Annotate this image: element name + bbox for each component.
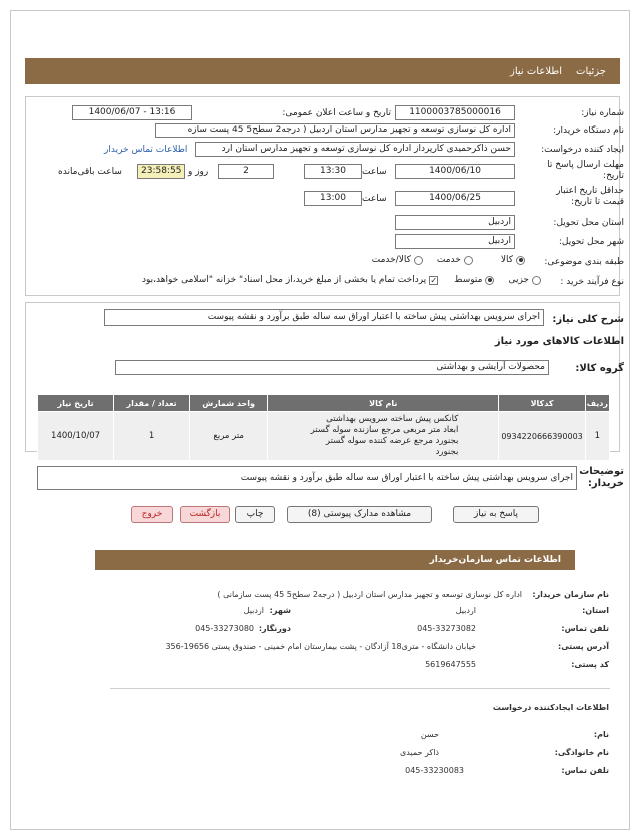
contact-phone-value: 045-33273082 — [417, 624, 476, 633]
cat-goods-service-option[interactable] — [372, 255, 423, 265]
col-qty: تعداد / مقدار — [114, 395, 190, 412]
reply-button[interactable]: پاسخ به نیاز — [453, 506, 539, 523]
items-table-wrap — [37, 394, 610, 461]
category-label: طبقه بندی موضوعی: — [544, 257, 624, 267]
proc-minor-radio[interactable] — [532, 276, 541, 285]
goods-info-title: اطلاعات کالاهای مورد نیاز — [494, 336, 624, 347]
items-table-header — [38, 395, 610, 412]
tab-details[interactable]: جزئیات — [576, 65, 606, 77]
requester-phone-value: 045-33230083 — [405, 766, 464, 775]
cell-unit: متر مربع — [190, 412, 268, 461]
need-number-label: شماره نیاز: — [581, 108, 624, 118]
cat-service-radio[interactable] — [464, 256, 473, 265]
days-label: روز و — [188, 167, 209, 177]
cat-service-label: خدمت — [436, 255, 461, 265]
need-number-field[interactable]: 1100003785000016 — [395, 105, 515, 120]
proc-minor-option[interactable] — [508, 275, 541, 285]
proc-medium-label: متوسط — [454, 275, 483, 285]
proc-minor-label: جزیی — [508, 275, 529, 285]
contact-fax-value: 045-33273080 — [195, 624, 254, 633]
payment-checkbox[interactable]: ✓ — [430, 275, 438, 285]
cat-goods-service-radio[interactable] — [414, 256, 423, 265]
contact-phone-label: تلفن تماس: — [561, 624, 609, 633]
buyer-label: نام دستگاه خریدار: — [553, 126, 624, 136]
print-button[interactable]: چاپ — [235, 506, 275, 523]
view-docs-button[interactable]: مشاهده مدارک پیوستی (8) — [287, 506, 432, 523]
contact-province-value: اردبیل — [455, 606, 476, 615]
payment-option[interactable] — [142, 275, 438, 285]
announce-label: تاریخ و ساعت اعلان عمومی: — [282, 108, 391, 118]
requester-name-label: نام: — [593, 730, 609, 739]
back-button[interactable]: بازگشت — [180, 506, 230, 523]
col-name: نام کالا — [268, 395, 499, 412]
price-valid-time[interactable]: 13:00 — [304, 191, 362, 206]
days-field[interactable]: 2 — [218, 164, 274, 179]
cat-goods-service-label: کالا/خدمت — [371, 255, 411, 265]
col-code: کدکالا — [499, 395, 585, 412]
tab-need-info[interactable]: اطلاعات نیاز — [510, 65, 563, 77]
col-unit: واحد شمارش — [190, 395, 268, 412]
cat-goods-label: کالا — [500, 255, 513, 265]
send-time-label: ساعت — [362, 167, 387, 177]
contact-header — [95, 550, 575, 570]
category-radio-group — [372, 255, 525, 265]
summary-field: اجرای سرویس بهداشتی پیش ساخته با اعتبار اوراق سه ساله طبق برآورد و نقشه پیوست — [104, 309, 544, 326]
contact-address-value: خیابان دانشگاه - متری18 آزادگان - پشت بیمارستان امام خمینی - صندوق پستی 19656-356 — [165, 642, 476, 651]
remaining-time-field: 23:58:55 — [137, 164, 185, 179]
col-date: تاریخ نیاز — [38, 395, 114, 412]
exit-button[interactable]: خروج — [131, 506, 173, 523]
send-deadline-label: مهلت ارسال پاسخ تا تاریخ: — [547, 160, 624, 181]
goods-group-label: گروه کالا: — [575, 363, 624, 374]
contact-postal-label: کد پستی: — [571, 660, 609, 669]
requester-family-label: نام خانوادگی: — [554, 748, 609, 757]
process-radio-group — [142, 275, 541, 285]
cat-service-option[interactable] — [437, 255, 473, 265]
contact-province-label: استان: — [582, 606, 609, 615]
contact-org-value: اداره کل نوسازی توسعه و تجهیز مدارس استان اردبیل ( درجه2 سطح5 45 پست سازمانی ) — [217, 590, 522, 599]
cell-qty: 1 — [114, 412, 190, 461]
requester-phone-label: تلفن تماس: — [561, 766, 609, 775]
process-label: نوع فرآیند خرید : — [560, 277, 624, 287]
contact-title: اطلاعات تماس سازمان‌خریدار — [429, 555, 561, 565]
summary-label: شرح کلی نیاز: — [552, 314, 624, 325]
province-field[interactable]: اردبیل — [395, 215, 515, 230]
price-valid-date[interactable]: 1400/06/25 — [395, 191, 515, 206]
buyer-desc-label: توضیحات خریدار: — [579, 466, 624, 489]
contact-fax-label: دورنگار: — [258, 624, 291, 633]
cat-goods-radio[interactable] — [516, 256, 525, 265]
cell-date: 1400/10/07 — [38, 412, 114, 461]
contact-city-label: شهر: — [269, 606, 291, 615]
table-row[interactable] — [38, 412, 610, 461]
requester-name-value: حسن — [420, 730, 439, 739]
buyer-contact-link[interactable]: اطلاعات تماس خریدار — [104, 145, 188, 155]
contact-city-value: اردبیل — [243, 606, 264, 615]
city-label: شهر محل تحویل: — [558, 237, 624, 247]
send-deadline-time[interactable]: 13:30 — [304, 164, 362, 179]
province-label: استان محل تحویل: — [553, 218, 624, 228]
cell-name: کانکس پیش ساخته سرویس بهداشتی ابعاد متر مربعی مرجع سازنده سوله گستر بجنورد مرجع عرضه کننده سوله گستر بجنورد — [268, 412, 499, 461]
goods-group-field: محصولات آرایشی و بهداشتی — [115, 360, 549, 375]
remaining-label: ساعت باقی‌مانده — [58, 167, 122, 177]
city-field[interactable]: اردبیل — [395, 234, 515, 249]
contact-divider — [110, 688, 610, 689]
cell-code: 0934220666390003 — [499, 412, 585, 461]
contact-address-label: آدرس پستی: — [558, 642, 609, 651]
cell-row: 1 — [585, 412, 609, 461]
proc-medium-radio[interactable] — [485, 276, 494, 285]
price-valid-label: حداقل تاریخ اعتبار قیمت تا تاریخ: — [556, 186, 624, 207]
cat-goods-option[interactable] — [501, 255, 525, 265]
payment-note: پرداخت تمام یا بخشی از مبلغ خرید،از محل اسناد" خزانه "اسلامی خواهد،بود — [141, 275, 427, 285]
requester-family-value: ذاکر حمیدی — [400, 748, 439, 757]
announce-field[interactable]: 1400/06/07 - 13:16 — [72, 105, 192, 120]
requester-title: اطلاعات ایجادکننده درخواست — [492, 703, 609, 712]
top-tab-bar — [25, 58, 620, 84]
send-deadline-date[interactable]: 1400/06/10 — [395, 164, 515, 179]
creator-label: ایجاد کننده درخواست: — [541, 145, 624, 155]
col-row: ردیف — [585, 395, 609, 412]
buyer-field[interactable]: اداره کل نوسازی توسعه و تجهیز مدارس استان اردبیل ( درجه2 سطح5 45 پست سازه — [155, 123, 515, 138]
contact-org-label: نام سازمان خریدار: — [532, 590, 609, 599]
creator-field[interactable]: حسن ذاکرحمیدی کارپرداز اداره کل نوسازی توسعه و تجهیز مدارس استان ارد — [195, 142, 515, 157]
items-table — [37, 394, 610, 461]
buyer-desc-field: اجرای سرویس بهداشتی پیش ساخته با اعتبار اوراق سه ساله طبق برآورد و نقشه پیوست — [37, 466, 577, 490]
price-time-label: ساعت — [362, 194, 387, 204]
proc-medium-option[interactable] — [454, 275, 494, 285]
contact-postal-value: 5619647555 — [425, 660, 476, 669]
